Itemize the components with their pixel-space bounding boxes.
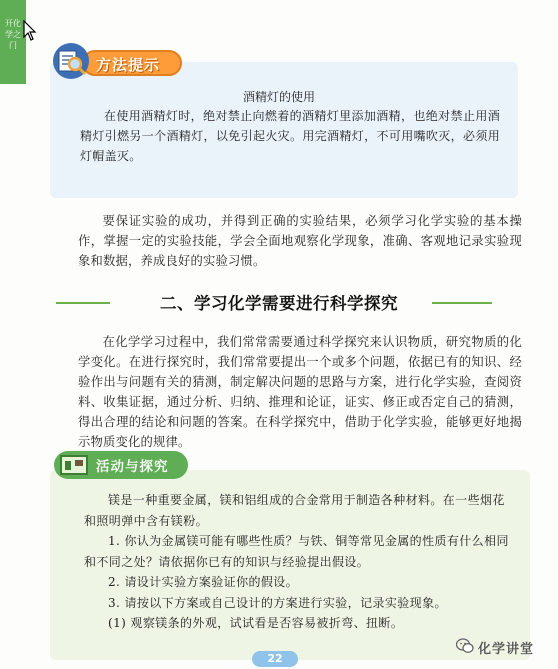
method-tips-label: 方法提示 — [96, 56, 161, 74]
activity-body — [84, 490, 514, 634]
watermark-text: 化学讲堂 — [478, 642, 535, 657]
activity-item: (1) 观察镁条的外观，试试看是否容易被折弯、扭断。 — [108, 616, 404, 630]
activity-item: 2. 请设计实验方案验证你的假设。 — [108, 575, 299, 589]
magnifier-icon — [52, 42, 90, 80]
lab-icon — [60, 455, 88, 475]
page-number: 22 — [252, 651, 298, 667]
tips-body — [80, 106, 500, 166]
tips-paragraph: 在使用酒精灯时，绝对禁止向燃着的酒精灯里添加酒精，也绝对禁止用酒精灯引燃另一个酒精灯，以免引起火灾。用完酒精灯，不可用嘴吹灭，必须用灯帽盖灭。 — [80, 109, 500, 163]
activity-label: 活动与探究 — [96, 459, 169, 475]
body-paragraph-2 — [78, 332, 522, 452]
heading-rule-right — [432, 302, 492, 304]
paragraph-text: 要保证实验的成功，并得到正确的实验结果，必须学习化学实验的基本操作，掌握一定的实验技能，学会全面地观察化学现象，准确、客观地记录实验现象和数据，养成良好的实验习惯。 — [78, 214, 522, 268]
watermark — [456, 636, 556, 658]
tips-title: 酒精灯的使用 — [242, 90, 315, 104]
section-heading — [0, 290, 558, 316]
activity-item: 1. 你认为金属镁可能有哪些性质？与铁、铜等常见金属的性质有什么相同和不同之处？请依据你已有的知识与经验提出假设。 — [84, 534, 509, 569]
paragraph-text: 在化学学习过程中，我们常常需要通过科学探究来认识物质，研究物质的化学变化。在进行探究时，我们常常要提出一个或多个问题，依据已有的知识、经验作出与问题有关的猜测，制定解决问题的思路与方案，进行化学实验，查阅资料、收集证据，通过分析、归纳、推理和论证，证实、修正或否定自己的猜测，得出合理的结论和问题的答案。在科学探究中，借助于化学实验，能够更好地揭示物质变化的规律。 — [78, 335, 522, 449]
chapter-side-tab-label: 开化学之门 — [5, 19, 21, 50]
body-paragraph-1 — [78, 211, 522, 271]
chapter-side-tab — [0, 0, 26, 84]
wechat-icon — [456, 638, 474, 654]
activity-intro: 镁是一种重要金属，镁和铝组成的合金常用于制造各种材料。在一些烟花和照明弹中含有镁粉。 — [84, 493, 505, 528]
method-tips-badge — [52, 40, 190, 80]
activity-item: 3. 请按以下方案或自己设计的方案进行实验，记录实验现象。 — [108, 595, 447, 610]
method-tips-pill — [82, 50, 182, 76]
section-heading-text: 二、学习化学需要进行科学探究 — [160, 294, 398, 313]
activity-badge — [54, 451, 192, 481]
